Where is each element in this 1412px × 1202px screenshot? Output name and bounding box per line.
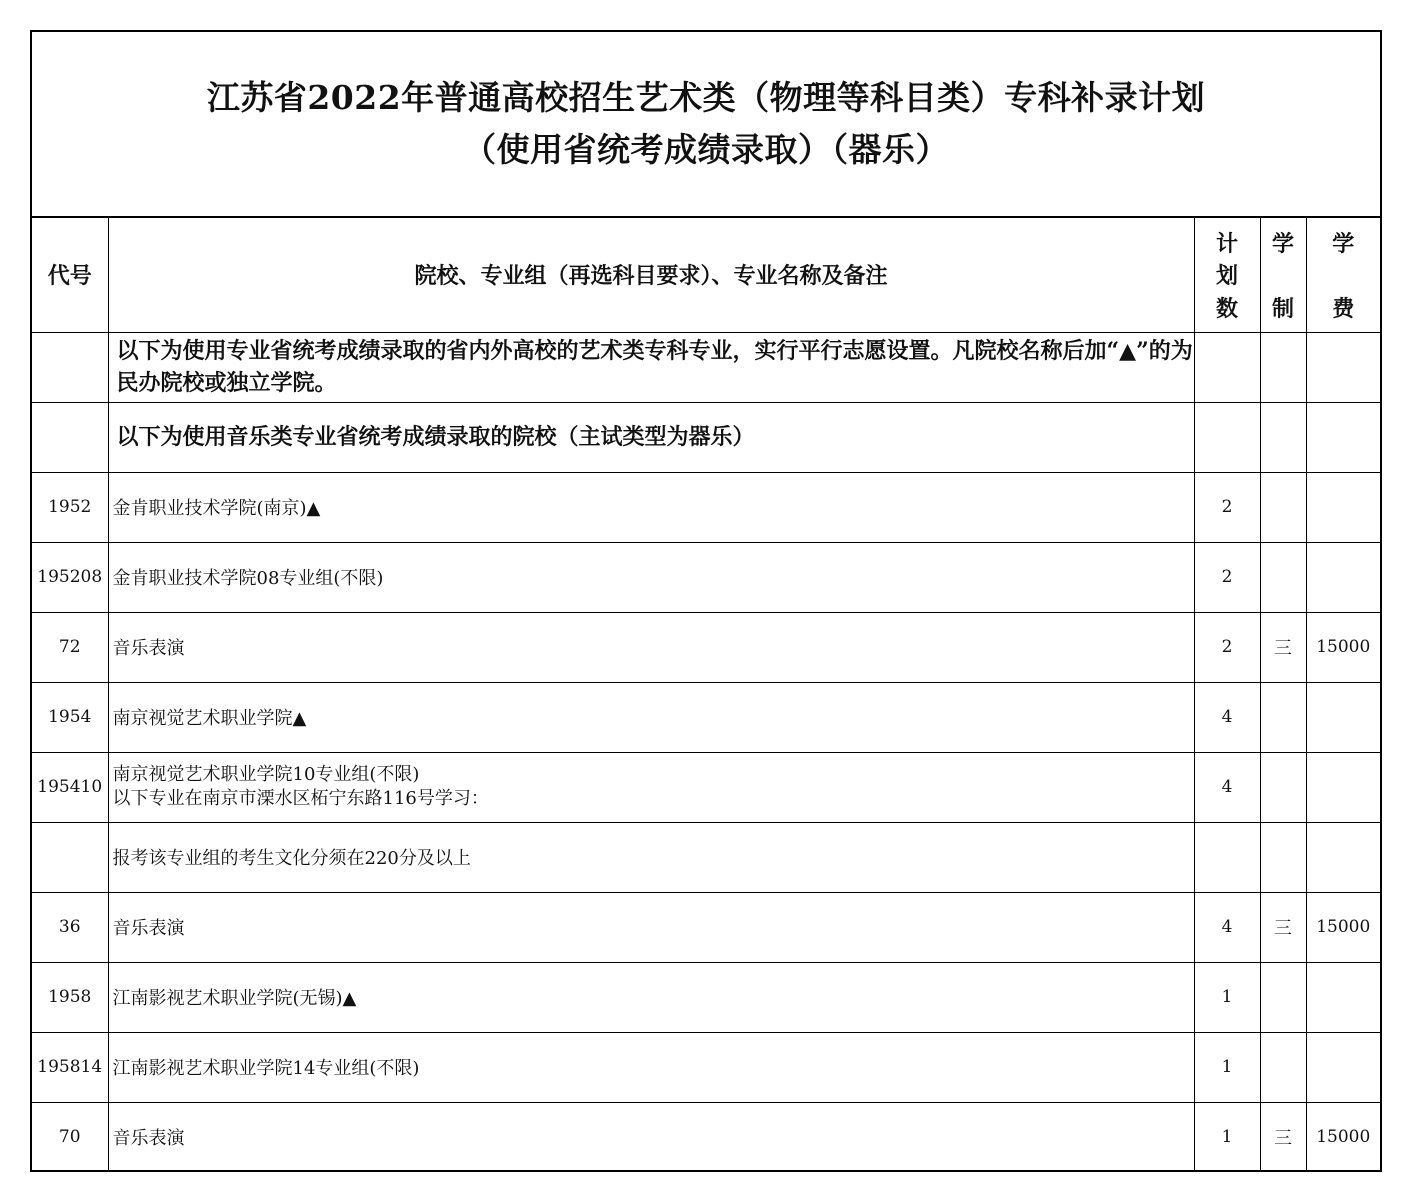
row-name-line-2: 以下专业在南京市溧水区柘宁东路116号学习： [112, 788, 489, 809]
row-name: 金肯职业技术学院08专业组(不限) [108, 542, 1194, 612]
row-code: 1952 [32, 472, 108, 542]
row-plan [1194, 822, 1260, 892]
row-code: 1954 [32, 682, 108, 752]
row-duration [1260, 822, 1306, 892]
row-fee [1306, 682, 1380, 752]
row-duration [1260, 962, 1306, 1032]
row-name: 音乐表演 [108, 892, 1194, 962]
row-duration: 三 [1260, 612, 1306, 682]
row-code: 72 [32, 612, 108, 682]
table-row [32, 1102, 1380, 1172]
header-plan-char: 数 [1215, 295, 1238, 322]
row-duration [1260, 472, 1306, 542]
header-code: 代号 [32, 218, 108, 332]
header-fee [1306, 218, 1380, 332]
row-duration: 三 [1260, 892, 1306, 962]
header-duration [1260, 218, 1306, 332]
table-row [32, 962, 1380, 1032]
row-fee: 15000 [1306, 1102, 1380, 1172]
row-code: 36 [32, 892, 108, 962]
row-code: 195208 [32, 542, 108, 612]
table-row [32, 612, 1380, 682]
row-fee [1306, 542, 1380, 612]
header-plan-char: 划 [1215, 263, 1238, 290]
row-name: 南京视觉艺术职业学院▲ [108, 682, 1194, 752]
row-duration [1260, 682, 1306, 752]
header-fee-char: 学 [1332, 230, 1355, 257]
table-row [32, 822, 1380, 892]
row-duration [1260, 752, 1306, 822]
title-line-2: （使用省统考成绩录取）（器乐） [463, 130, 949, 169]
row-name: 报考该专业组的考生文化分须在220分及以上 [108, 822, 1194, 892]
row-name: 江南影视艺术职业学院14专业组(不限) [108, 1032, 1194, 1102]
row-plan: 2 [1194, 612, 1260, 682]
row-plan: 1 [1194, 1102, 1260, 1172]
row-duration [1260, 542, 1306, 612]
row-fee: 15000 [1306, 612, 1380, 682]
row-plan: 1 [1194, 962, 1260, 1032]
row-plan: 4 [1194, 892, 1260, 962]
row-name: 音乐表演 [108, 1102, 1194, 1172]
table-row [32, 1032, 1380, 1102]
row-name: 金肯职业技术学院(南京)▲ [108, 472, 1194, 542]
row-plan: 2 [1194, 542, 1260, 612]
table-row [32, 752, 1380, 822]
row-fee [1306, 1032, 1380, 1102]
row-code [32, 822, 108, 892]
table-header-row [32, 218, 1380, 332]
title-line-1: 江苏省2022年普通高校招生艺术类（物理等科目类）专科补录计划 [206, 78, 1206, 117]
table-row [32, 892, 1380, 962]
row-plan: 4 [1194, 682, 1260, 752]
row-plan: 4 [1194, 752, 1260, 822]
table-row [32, 542, 1380, 612]
row-name: 音乐表演 [108, 612, 1194, 682]
document-title [32, 32, 1380, 218]
header-duration-char: 制 [1271, 295, 1294, 322]
row-name [108, 752, 1194, 822]
row-plan: 1 [1194, 1032, 1260, 1102]
row-fee [1306, 962, 1380, 1032]
row-code: 195814 [32, 1032, 108, 1102]
table-row [32, 682, 1380, 752]
table-row [32, 472, 1380, 542]
row-name-line-1: 南京视觉艺术职业学院10专业组(不限) [112, 764, 420, 785]
row-duration [1260, 1032, 1306, 1102]
header-name: 院校、专业组（再选科目要求）、专业名称及备注 [108, 218, 1194, 332]
note-row [32, 402, 1380, 472]
row-fee [1306, 752, 1380, 822]
header-fee-char: 费 [1332, 295, 1355, 322]
row-code: 70 [32, 1102, 108, 1172]
row-plan: 2 [1194, 472, 1260, 542]
row-fee: 15000 [1306, 892, 1380, 962]
row-fee [1306, 822, 1380, 892]
row-code: 1958 [32, 962, 108, 1032]
note-row [32, 332, 1380, 402]
header-plan-char: 计 [1215, 230, 1238, 257]
enrollment-plan-sheet [30, 30, 1382, 1172]
header-duration-char: 学 [1271, 230, 1294, 257]
note-music-instrument: 以下为使用音乐类专业省统考成绩录取的院校（主试类型为器乐） [108, 402, 1194, 472]
row-code: 195410 [32, 752, 108, 822]
row-duration: 三 [1260, 1102, 1306, 1172]
row-name: 江南影视艺术职业学院(无锡)▲ [108, 962, 1194, 1032]
note-parallel-volunteer: 以下为使用专业省统考成绩录取的省内外高校的艺术类专科专业，实行平行志愿设置。凡院校名称后加“▲”的为民办院校或独立学院。 [108, 332, 1194, 402]
row-fee [1306, 472, 1380, 542]
header-plan [1194, 218, 1260, 332]
plan-table [32, 218, 1380, 1172]
